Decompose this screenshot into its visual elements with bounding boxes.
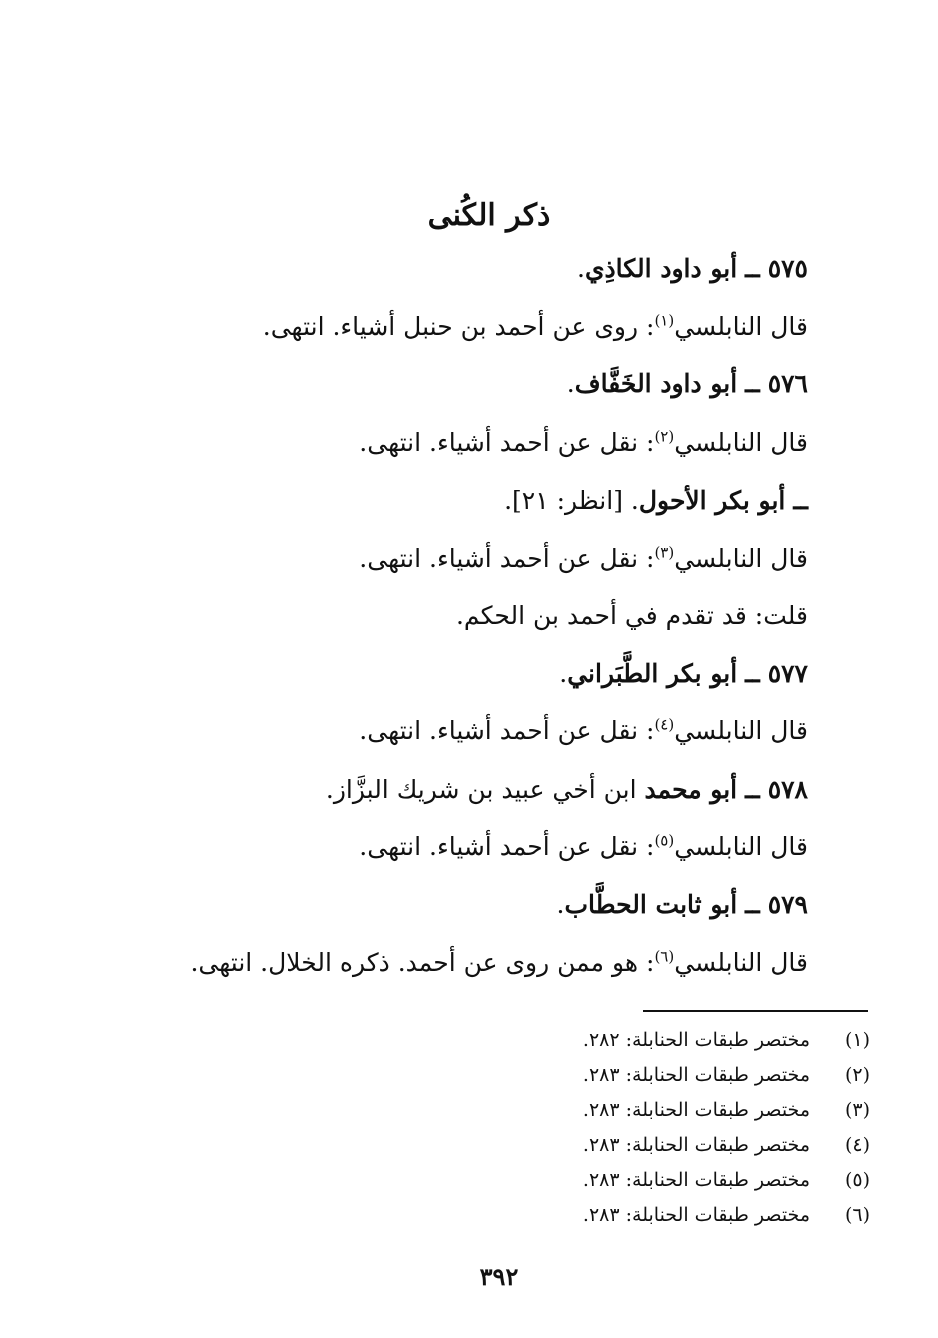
nabulsi-quote-4 (359, 716, 808, 746)
quote-text: : هو ممن روى عن أحمد. ذكره الخلال. انتهى. (190, 948, 655, 977)
footnote-5 (583, 1169, 870, 1191)
footnote-text: مختصر طبقات الحنابلة: ٢٨٢. (582, 1029, 810, 1051)
quote-text: : نقل عن أحمد أشياء. انتهى. (359, 544, 655, 573)
footnote-text: مختصر طبقات الحنابلة: ٢٨٣. (582, 1064, 810, 1086)
footnote-4 (583, 1134, 870, 1156)
entry-dash: ــ (745, 890, 760, 919)
footnote-ref: (٦) (654, 947, 675, 966)
footnote-number: (٢) (844, 1064, 870, 1086)
section-heading: ذكر الكُنى (427, 198, 551, 233)
quote-text: : نقل عن أحمد أشياء. انتهى. (359, 428, 655, 457)
entry-dash: ــ (745, 775, 760, 804)
nabulsi-quote-6 (190, 948, 808, 978)
nabulsi-quote-5 (359, 832, 808, 862)
entry-name: أبو ثابت الحطَّاب (564, 890, 738, 919)
footnote-text: مختصر طبقات الحنابلة: ٢٨٣. (582, 1134, 810, 1156)
footnote-number: (٣) (844, 1099, 870, 1121)
entry-579 (557, 890, 808, 920)
entry-name: أبو محمد (644, 775, 738, 804)
entry-number: ٥٧٥ (767, 254, 808, 283)
footnote-number: (٦) (844, 1204, 870, 1226)
entry-dash: ــ (793, 486, 808, 515)
entry-tail: . (556, 890, 565, 919)
footnote-number: (١) (844, 1029, 870, 1051)
quote-lead: قال النابلسي (674, 428, 808, 457)
entry-name: أبو داود الخَفَّاف (574, 369, 738, 398)
quote-lead: قال النابلسي (674, 544, 808, 573)
quote-lead: قال النابلسي (674, 312, 808, 341)
entry-576 (567, 369, 808, 399)
entry-dash: ــ (745, 254, 760, 283)
entry-abu-bakr-ahwal (504, 486, 808, 516)
footnote-ref: (٤) (654, 715, 675, 734)
entry-577 (559, 659, 808, 689)
entry-dash: ــ (745, 369, 760, 398)
quote-lead: قال النابلسي (674, 716, 808, 745)
footnote-6 (583, 1204, 870, 1226)
entry-name: أبو داود الكاذِي (584, 254, 738, 283)
footnote-ref: (١) (654, 311, 675, 330)
entry-tail: . (566, 369, 575, 398)
footnote-separator (643, 1010, 868, 1012)
entry-tail: . [انظر: ٢١]. (504, 486, 639, 515)
footnote-1 (583, 1029, 870, 1051)
entry-dash: ــ (745, 659, 760, 688)
footnote-number: (٥) (844, 1169, 870, 1191)
quote-text: : روى عن أحمد بن حنبل أشياء. انتهى. (262, 312, 655, 341)
entry-tail: ابن أخي عبيد بن شريك البزَّاز. (325, 775, 645, 804)
entry-number: ٥٧٦ (767, 369, 808, 398)
entry-number: ٥٧٨ (767, 775, 808, 804)
footnote-ref: (٢) (654, 427, 675, 446)
entry-number: ٥٧٧ (767, 659, 808, 688)
footnote-3 (583, 1099, 870, 1121)
footnote-text: مختصر طبقات الحنابلة: ٢٨٣. (582, 1204, 810, 1226)
footnote-text: مختصر طبقات الحنابلة: ٢٨٣. (582, 1169, 810, 1191)
footnote-2 (583, 1064, 870, 1086)
page-number: ٣٩٢ (479, 1262, 519, 1291)
entry-number: ٥٧٩ (767, 890, 808, 919)
quote-lead: قال النابلسي (674, 948, 808, 977)
entry-575 (577, 254, 808, 284)
footnote-number: (٤) (844, 1134, 870, 1156)
nabulsi-quote-3 (359, 544, 808, 574)
entry-name: أبو بكر الأحول (638, 486, 786, 515)
quote-text: : نقل عن أحمد أشياء. انتهى. (359, 716, 655, 745)
entry-name: أبو بكر الطَّبَراني (567, 659, 738, 688)
footnote-ref: (٥) (654, 831, 675, 850)
entry-tail: . (576, 254, 585, 283)
quote-lead: قال النابلسي (674, 832, 808, 861)
entry-578 (326, 775, 808, 805)
entry-tail: . (559, 659, 568, 688)
footnote-text: مختصر طبقات الحنابلة: ٢٨٣. (582, 1099, 810, 1121)
nabulsi-quote-1 (263, 312, 808, 342)
nabulsi-quote-2 (359, 428, 808, 458)
quote-text: : نقل عن أحمد أشياء. انتهى. (359, 832, 655, 861)
footnote-ref: (٣) (654, 543, 675, 562)
author-remark: قلت: قد تقدم في أحمد بن الحكم. (455, 601, 808, 630)
